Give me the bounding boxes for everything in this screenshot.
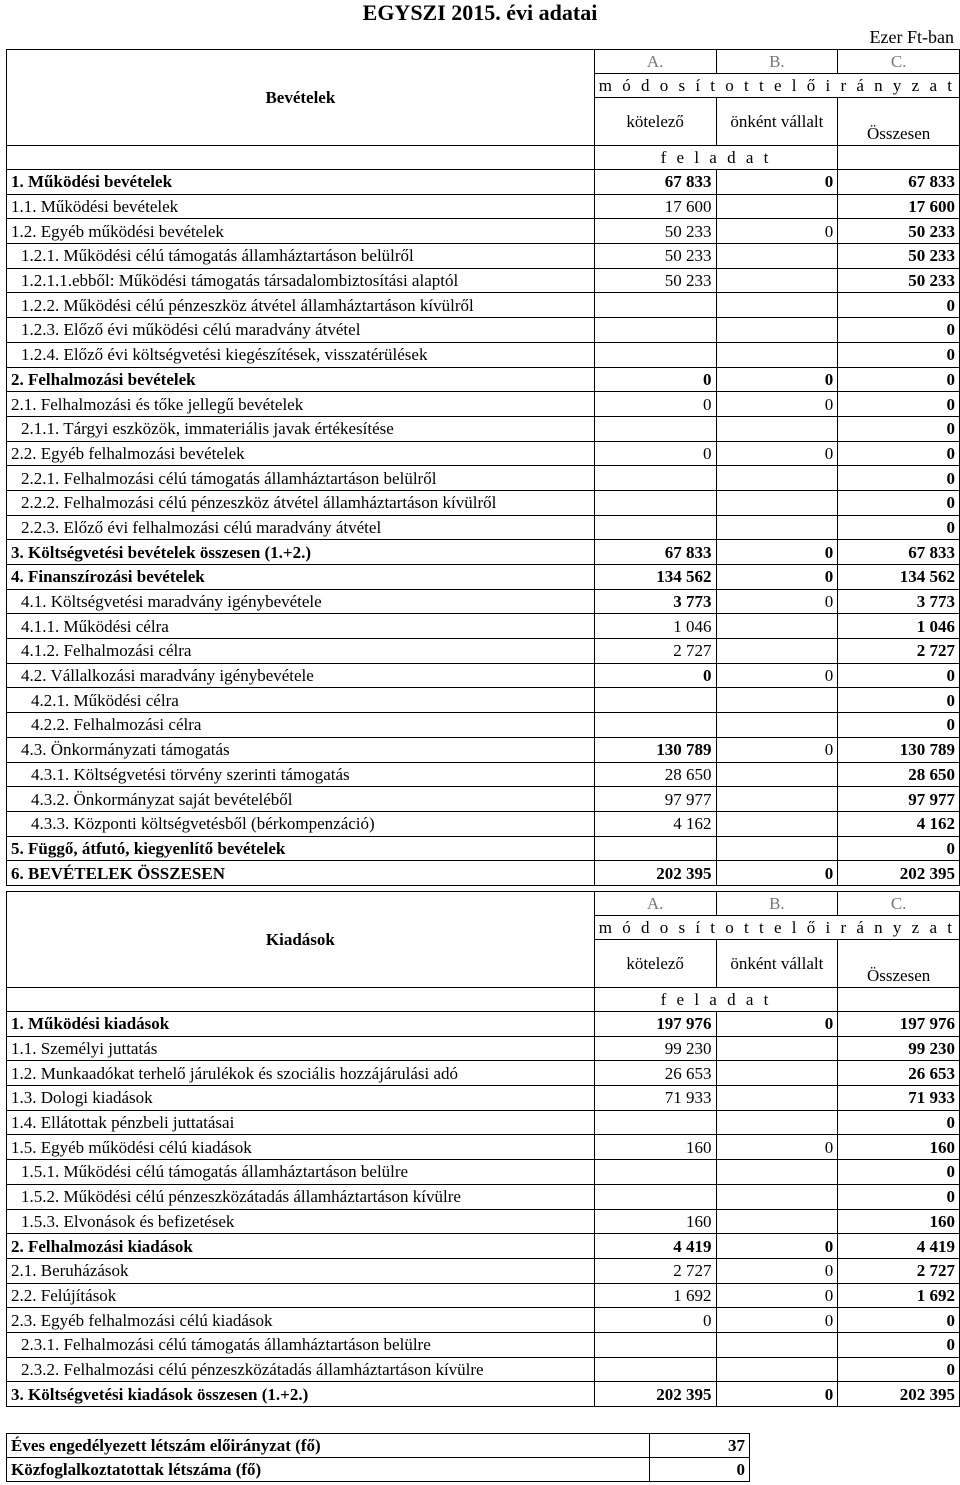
osszesen-value: 2 727 <box>838 639 960 664</box>
table-row <box>7 1012 960 1037</box>
row-label: 1.3. Dologi kiadások <box>7 1086 595 1111</box>
osszesen-value: 50 233 <box>838 219 960 244</box>
table-row <box>7 1110 960 1135</box>
kotelezo-value: 17 600 <box>594 194 716 219</box>
osszesen-header: Összesen <box>838 940 960 988</box>
onkent-value: 0 <box>716 170 838 195</box>
osszesen-value: 1 046 <box>838 614 960 639</box>
kotelezo-value: 28 650 <box>594 762 716 787</box>
row-label: 4.2.2. Felhalmozási célra <box>7 713 595 738</box>
onkent-value <box>716 194 838 219</box>
onkent-value <box>716 639 838 664</box>
table-row <box>7 540 960 565</box>
row-label: 4.3.2. Önkormányzat saját bevételéből <box>7 787 595 812</box>
osszesen-value: 0 <box>838 367 960 392</box>
onkent-value: 0 <box>716 1135 838 1160</box>
table-row <box>7 1209 960 1234</box>
staff-table <box>6 1433 750 1482</box>
onkent-value <box>716 293 838 318</box>
osszesen-value: 0 <box>838 318 960 343</box>
osszesen-value: 160 <box>838 1209 960 1234</box>
osszesen-value: 0 <box>838 1332 960 1357</box>
osszesen-value: 4 419 <box>838 1234 960 1259</box>
kotelezo-value: 202 395 <box>594 861 716 886</box>
osszesen-value: 4 162 <box>838 811 960 836</box>
table-row <box>7 1258 960 1283</box>
row-label: 4.1.1. Működési célra <box>7 614 595 639</box>
row-label: 4.1. Költségvetési maradvány igénybevétele <box>7 589 595 614</box>
table-row <box>7 713 960 738</box>
row-label: 2.3.2. Felhalmozási célú pénzeszközátadás államháztartáson kívülre <box>7 1357 595 1382</box>
osszesen-value: 28 650 <box>838 762 960 787</box>
row-label: 2.3. Egyéb felhalmozási célú kiadások <box>7 1308 595 1333</box>
row-label: 4. Finanszírozási bevételek <box>7 565 595 590</box>
osszesen-value: 99 230 <box>838 1036 960 1061</box>
row-label: 4.3.3. Központi költségvetésből (bérkompenzáció) <box>7 811 595 836</box>
row-label: 4.3. Önkormányzati támogatás <box>7 737 595 762</box>
table-row <box>7 194 960 219</box>
kotelezo-value: 26 653 <box>594 1061 716 1086</box>
kotelezo-value: 160 <box>594 1135 716 1160</box>
onkent-value <box>716 342 838 367</box>
osszesen-value: 0 <box>838 1184 960 1209</box>
col-letter-b: B. <box>716 50 838 74</box>
osszesen-value: 0 <box>838 1357 960 1382</box>
osszesen-value: 0 <box>838 713 960 738</box>
expense-table <box>6 891 960 1407</box>
onkent-value <box>716 1332 838 1357</box>
kotelezo-value: 130 789 <box>594 737 716 762</box>
osszesen-value: 160 <box>838 1135 960 1160</box>
osszesen-value: 202 395 <box>838 861 960 886</box>
kotelezo-value <box>594 688 716 713</box>
table-row <box>7 614 960 639</box>
table-row <box>7 861 960 886</box>
income-rows <box>7 170 960 886</box>
row-label: 2.2.1. Felhalmozási célú támogatás államháztartáson belülről <box>7 466 595 491</box>
kotelezo-value <box>594 318 716 343</box>
onkent-value: 0 <box>716 663 838 688</box>
row-label: 1.2. Munkaadókat terhelő járulékok és szociális hozzájárulási adó <box>7 1061 595 1086</box>
table-row <box>7 836 960 861</box>
onkent-value <box>716 811 838 836</box>
onkent-value: 0 <box>716 737 838 762</box>
table-row <box>7 737 960 762</box>
row-label: 1.2.3. Előző évi működési célú maradvány átvétel <box>7 318 595 343</box>
kotelezo-value: 202 395 <box>594 1382 716 1407</box>
table-row <box>7 490 960 515</box>
onkent-value <box>716 1110 838 1135</box>
row-label: 3. Költségvetési bevételek összesen (1.+2.) <box>7 540 595 565</box>
row-label: 4.2.1. Működési célra <box>7 688 595 713</box>
osszesen-value: 0 <box>838 441 960 466</box>
kotelezo-value <box>594 1357 716 1382</box>
row-label: 2.2. Egyéb felhalmozási bevételek <box>7 441 595 466</box>
onkent-value <box>716 787 838 812</box>
table-row <box>7 367 960 392</box>
table-row <box>7 1283 960 1308</box>
page-title: EGYSZI 2015. évi adatai <box>362 0 598 25</box>
osszesen-value: 0 <box>838 688 960 713</box>
osszesen-value: 0 <box>838 342 960 367</box>
row-label: 1.5. Egyéb működési célú kiadások <box>7 1135 595 1160</box>
kotelezo-value: 99 230 <box>594 1036 716 1061</box>
table-row <box>7 342 960 367</box>
col-letter-a: A. <box>594 50 716 74</box>
onkent-value <box>716 244 838 269</box>
kotelezo-value: 50 233 <box>594 268 716 293</box>
empty-cell <box>838 988 960 1012</box>
kotelezo-value: 50 233 <box>594 244 716 269</box>
kotelezo-value <box>594 836 716 861</box>
kotelezo-value: 3 773 <box>594 589 716 614</box>
col-letter-b: B. <box>716 892 838 916</box>
kotelezo-value: 0 <box>594 663 716 688</box>
table-row <box>7 1036 960 1061</box>
feladat-header: f e l a d a t <box>594 146 838 170</box>
staff-label: Éves engedélyezett létszám előirányzat (fő) <box>7 1434 650 1458</box>
modositott-header: m ó d o s í t o t t e l ő i r á n y z a t <box>594 916 959 940</box>
table-row <box>7 565 960 590</box>
row-label: 1.2.4. Előző évi költségvetési kiegészítések, visszatérülések <box>7 342 595 367</box>
onkent-value: 0 <box>716 219 838 244</box>
onkent-value: 0 <box>716 861 838 886</box>
table-row <box>7 1184 960 1209</box>
table-row <box>7 244 960 269</box>
osszesen-value: 26 653 <box>838 1061 960 1086</box>
kotelezo-value <box>594 466 716 491</box>
row-label: 2. Felhalmozási kiadások <box>7 1234 595 1259</box>
kotelezo-value <box>594 1110 716 1135</box>
onkent-value: 0 <box>716 441 838 466</box>
row-label: 3. Költségvetési kiadások összesen (1.+2.) <box>7 1382 595 1407</box>
osszesen-value: 0 <box>838 836 960 861</box>
onkent-value <box>716 1357 838 1382</box>
osszesen-value: 1 692 <box>838 1283 960 1308</box>
onkent-value <box>716 614 838 639</box>
table-row <box>7 639 960 664</box>
row-label: 2.3.1. Felhalmozási célú támogatás államháztartáson belülre <box>7 1332 595 1357</box>
staff-value: 0 <box>650 1458 750 1482</box>
row-label: 1.2.2. Működési célú pénzeszköz átvétel államháztartáson kívülről <box>7 293 595 318</box>
osszesen-value: 0 <box>838 466 960 491</box>
income-table <box>6 49 960 886</box>
table-row <box>7 466 960 491</box>
staff-value: 37 <box>650 1434 750 1458</box>
kotelezo-value: 197 976 <box>594 1012 716 1037</box>
col-letter-c: C. <box>838 50 960 74</box>
osszesen-value: 17 600 <box>838 194 960 219</box>
onkent-header: önként vállalt <box>716 940 838 988</box>
kotelezo-value: 4 162 <box>594 811 716 836</box>
kotelezo-value: 1 046 <box>594 614 716 639</box>
row-label: 2.1. Felhalmozási és tőke jellegű bevételek <box>7 392 595 417</box>
row-label: 1.1. Személyi juttatás <box>7 1036 595 1061</box>
table-row <box>7 416 960 441</box>
osszesen-value: 0 <box>838 490 960 515</box>
osszesen-value: 2 727 <box>838 1258 960 1283</box>
kotelezo-value: 4 419 <box>594 1234 716 1259</box>
table-row <box>7 688 960 713</box>
onkent-value <box>716 1061 838 1086</box>
kotelezo-value <box>594 416 716 441</box>
income-section-label: Bevételek <box>7 50 595 146</box>
row-label: 4.1.2. Felhalmozási célra <box>7 639 595 664</box>
row-label: 2.1. Beruházások <box>7 1258 595 1283</box>
osszesen-header: Összesen <box>838 98 960 146</box>
table-row <box>7 1061 960 1086</box>
empty-cell <box>7 146 595 170</box>
row-label: 1. Működési kiadások <box>7 1012 595 1037</box>
kotelezo-value: 67 833 <box>594 170 716 195</box>
osszesen-value: 0 <box>838 663 960 688</box>
row-label: 1.4. Ellátottak pénzbeli juttatásai <box>7 1110 595 1135</box>
kotelezo-value: 0 <box>594 1308 716 1333</box>
row-label: 6. BEVÉTELEK ÖSSZESEN <box>7 861 595 886</box>
empty-cell <box>7 988 595 1012</box>
expense-section-label: Kiadások <box>7 892 595 988</box>
onkent-value <box>716 416 838 441</box>
staff-row <box>7 1458 750 1482</box>
row-label: 1. Működési bevételek <box>7 170 595 195</box>
onkent-value: 0 <box>716 1258 838 1283</box>
row-label: 2.2.2. Felhalmozási célú pénzeszköz átvétel államháztartáson kívülről <box>7 490 595 515</box>
kotelezo-header: kötelező <box>594 940 716 988</box>
kotelezo-value: 50 233 <box>594 219 716 244</box>
kotelezo-value: 134 562 <box>594 565 716 590</box>
table-row <box>7 293 960 318</box>
osszesen-value: 3 773 <box>838 589 960 614</box>
kotelezo-value: 71 933 <box>594 1086 716 1111</box>
onkent-value <box>716 762 838 787</box>
row-label: 5. Függő, átfutó, kiegyenlítő bevételek <box>7 836 595 861</box>
osszesen-value: 0 <box>838 392 960 417</box>
table-row <box>7 1357 960 1382</box>
row-label: 1.2.1.1.ebből: Működési támogatás társadalombiztosítási alaptól <box>7 268 595 293</box>
onkent-value: 0 <box>716 540 838 565</box>
onkent-value: 0 <box>716 589 838 614</box>
kotelezo-value: 2 727 <box>594 639 716 664</box>
onkent-value: 0 <box>716 1283 838 1308</box>
staff-row <box>7 1434 750 1458</box>
osszesen-value: 50 233 <box>838 268 960 293</box>
table-row <box>7 787 960 812</box>
kotelezo-value: 160 <box>594 1209 716 1234</box>
row-label: 4.2. Vállalkozási maradvány igénybevétele <box>7 663 595 688</box>
row-label: 4.3.1. Költségvetési törvény szerinti támogatás <box>7 762 595 787</box>
modositott-header: m ó d o s í t o t t e l ő i r á n y z a t <box>594 74 959 98</box>
onkent-value <box>716 490 838 515</box>
onkent-value: 0 <box>716 1012 838 1037</box>
osszesen-value: 0 <box>838 1160 960 1185</box>
kotelezo-value <box>594 1332 716 1357</box>
kotelezo-value: 0 <box>594 392 716 417</box>
kotelezo-value <box>594 490 716 515</box>
row-label: 1.2. Egyéb működési bevételek <box>7 219 595 244</box>
kotelezo-header: kötelező <box>594 98 716 146</box>
kotelezo-value: 0 <box>594 367 716 392</box>
onkent-value: 0 <box>716 367 838 392</box>
osszesen-value: 67 833 <box>838 170 960 195</box>
kotelezo-value <box>594 293 716 318</box>
feladat-header: f e l a d a t <box>594 988 838 1012</box>
kotelezo-value: 67 833 <box>594 540 716 565</box>
kotelezo-value <box>594 1160 716 1185</box>
osszesen-value: 202 395 <box>838 1382 960 1407</box>
row-label: 1.5.3. Elvonások és befizetések <box>7 1209 595 1234</box>
row-label: 1.1. Működési bevételek <box>7 194 595 219</box>
row-label: 2.1.1. Tárgyi eszközök, immateriális javak értékesítése <box>7 416 595 441</box>
table-row <box>7 762 960 787</box>
table-row <box>7 219 960 244</box>
onkent-value <box>716 836 838 861</box>
table-row <box>7 811 960 836</box>
col-letter-c: C. <box>838 892 960 916</box>
osszesen-value: 0 <box>838 515 960 540</box>
row-label: 1.5.2. Működési célú pénzeszközátadás államháztartáson kívülre <box>7 1184 595 1209</box>
onkent-value: 0 <box>716 1234 838 1259</box>
table-row <box>7 663 960 688</box>
onkent-value: 0 <box>716 1382 838 1407</box>
table-row <box>7 441 960 466</box>
table-row <box>7 1135 960 1160</box>
table-row <box>7 318 960 343</box>
osszesen-value: 0 <box>838 1308 960 1333</box>
kotelezo-value <box>594 515 716 540</box>
onkent-value <box>716 1086 838 1111</box>
table-row <box>7 268 960 293</box>
onkent-value: 0 <box>716 1308 838 1333</box>
onkent-value <box>716 1184 838 1209</box>
kotelezo-value <box>594 713 716 738</box>
header-letters-row <box>7 50 960 74</box>
osszesen-value: 97 977 <box>838 787 960 812</box>
table-row <box>7 1382 960 1407</box>
onkent-value <box>716 515 838 540</box>
onkent-value <box>716 318 838 343</box>
staff-label: Közfoglalkoztatottak létszáma (fő) <box>7 1458 650 1482</box>
row-label: 2.2. Felújítások <box>7 1283 595 1308</box>
osszesen-value: 0 <box>838 293 960 318</box>
onkent-value <box>716 1209 838 1234</box>
unit-label: Ezer Ft-ban <box>869 27 954 47</box>
kotelezo-value: 1 692 <box>594 1283 716 1308</box>
onkent-value <box>716 1160 838 1185</box>
osszesen-value: 0 <box>838 1110 960 1135</box>
table-row <box>7 1086 960 1111</box>
table-row <box>7 589 960 614</box>
row-label: 2. Felhalmozási bevételek <box>7 367 595 392</box>
onkent-value: 0 <box>716 392 838 417</box>
onkent-value: 0 <box>716 565 838 590</box>
onkent-value <box>716 268 838 293</box>
kotelezo-value <box>594 342 716 367</box>
kotelezo-value: 2 727 <box>594 1258 716 1283</box>
table-row <box>7 515 960 540</box>
table-row <box>7 170 960 195</box>
osszesen-value: 50 233 <box>838 244 960 269</box>
row-label: 2.2.3. Előző évi felhalmozási célú maradvány átvétel <box>7 515 595 540</box>
table-row <box>7 1160 960 1185</box>
kotelezo-value: 97 977 <box>594 787 716 812</box>
expense-rows <box>7 1012 960 1407</box>
osszesen-value: 0 <box>838 416 960 441</box>
osszesen-value: 197 976 <box>838 1012 960 1037</box>
osszesen-value: 71 933 <box>838 1086 960 1111</box>
onkent-value <box>716 688 838 713</box>
table-row <box>7 1234 960 1259</box>
osszesen-value: 134 562 <box>838 565 960 590</box>
onkent-value <box>716 466 838 491</box>
onkent-value <box>716 1036 838 1061</box>
empty-cell <box>838 146 960 170</box>
table-row <box>7 1332 960 1357</box>
osszesen-value: 67 833 <box>838 540 960 565</box>
onkent-value <box>716 713 838 738</box>
col-letter-a: A. <box>594 892 716 916</box>
table-row <box>7 392 960 417</box>
kotelezo-value: 0 <box>594 441 716 466</box>
row-label: 1.5.1. Működési célú támogatás államháztartáson belülre <box>7 1160 595 1185</box>
row-label: 1.2.1. Működési célú támogatás államháztartáson belülről <box>7 244 595 269</box>
onkent-header: önként vállalt <box>716 98 838 146</box>
osszesen-value: 130 789 <box>838 737 960 762</box>
table-row <box>7 1308 960 1333</box>
kotelezo-value <box>594 1184 716 1209</box>
